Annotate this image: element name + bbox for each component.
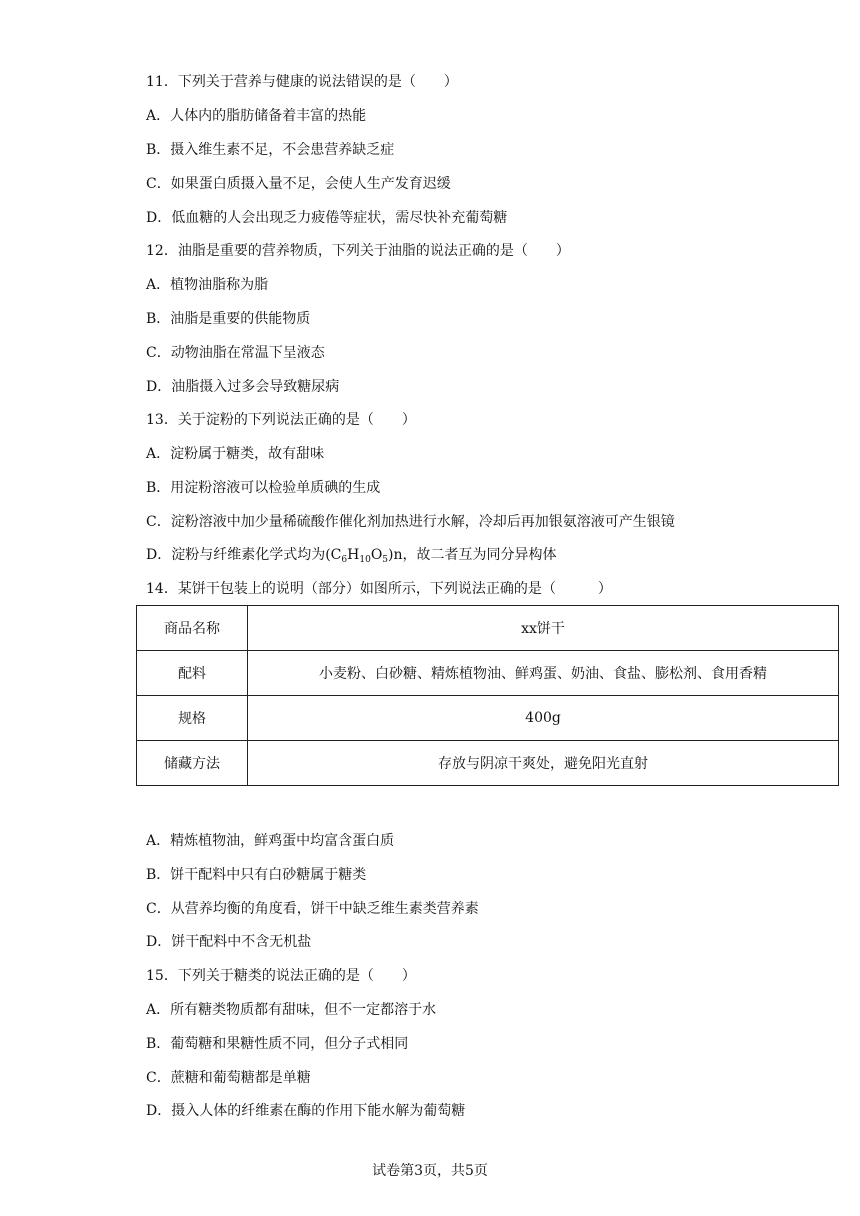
question-15-option-a: A．所有糖类物质都有甜味，但不一定都溶于水 [146, 1002, 437, 1018]
question-14-stem: 14．某饼干包装上的说明（部分）如图所示，下列说法正确的是（ ） [146, 581, 612, 597]
question-14-option-a: A．精炼植物油，鲜鸡蛋中均富含蛋白质 [146, 833, 395, 849]
question-13-option-d [146, 545, 557, 565]
page-footer: 试卷第3页，共5页 [372, 1163, 488, 1179]
formula-element-h: H [347, 547, 360, 563]
question-15-option-c: C．蔗糖和葡萄糖都是单糖 [146, 1070, 311, 1086]
table-key-cell: 储藏方法 [137, 741, 248, 786]
question-14-option-c: C．从营养均衡的角度看，饼干中缺乏维生素类营养素 [146, 901, 479, 917]
question-15-option-d: D．摄入人体的纤维素在酶的作用下能水解为葡萄糖 [146, 1103, 466, 1119]
question-12-option-a: A．植物油脂称为脂 [146, 277, 269, 293]
question-11-stem: 11．下列关于营养与健康的说法错误的是（ ） [146, 74, 458, 90]
question-13-option-c: C．淀粉溶液中加少量稀硫酸作催化剂加热进行水解，冷却后再加银氨溶液可产生银镜 [146, 514, 675, 530]
question-11-option-b: B．摄入维生素不足，不会患营养缺乏症 [146, 142, 395, 158]
question-11-option-c: C．如果蛋白质摄入量不足，会使人生产发育迟缓 [146, 176, 451, 192]
biscuit-info-table [136, 605, 839, 786]
question-12-option-d: D．油脂摄入过多会导致糖尿病 [146, 379, 340, 395]
table-key-cell: 规格 [137, 696, 248, 741]
question-15-option-b: B．葡萄糖和果糖性质不同，但分子式相同 [146, 1036, 409, 1052]
question-12-stem: 12．油脂是重要的营养物质，下列关于油脂的说法正确的是（ ） [146, 243, 570, 259]
formula-suffix: )n，故二者互为同分异构体 [388, 547, 557, 563]
table-value-cell: 小麦粉、白砂糖、精炼植物油、鲜鸡蛋、奶油、食盐、膨松剂、食用香精 [248, 651, 839, 696]
question-12-option-b: B．油脂是重要的供能物质 [146, 311, 311, 327]
question-11-option-d: D．低血糖的人会出现乏力疲倦等症状，需尽快补充葡萄糖 [146, 210, 508, 226]
table-value-cell: 存放与阴凉干爽处，避免阳光直射 [248, 741, 839, 786]
question-12-option-c: C．动物油脂在常温下呈液态 [146, 345, 325, 361]
table-key-cell: 配料 [137, 651, 248, 696]
question-15-stem: 15．下列关于糖类的说法正确的是（ ） [146, 968, 416, 984]
table-row [137, 741, 839, 786]
formula-subscript-h: 10 [359, 555, 371, 565]
question-14-option-d: D．饼干配料中不含无机盐 [146, 934, 312, 950]
table-key-cell: 商品名称 [137, 606, 248, 651]
table-row [137, 651, 839, 696]
question-13-option-b: B．用淀粉溶液可以检验单质碘的生成 [146, 480, 381, 496]
formula-element-o: O [370, 547, 383, 563]
table-row [137, 606, 839, 651]
table-value-cell: 400g [248, 696, 839, 741]
formula-prefix: D．淀粉与纤维素化学式均为(C [146, 547, 342, 563]
table-row [137, 696, 839, 741]
question-11-option-a: A．人体内的脂肪储备着丰富的热能 [146, 108, 367, 124]
table-value-cell: xx饼干 [248, 606, 839, 651]
question-13-stem: 13．关于淀粉的下列说法正确的是（ ） [146, 412, 416, 428]
formula-subscript-c: 6 [341, 555, 348, 565]
formula-subscript-o: 5 [382, 555, 389, 565]
question-14-option-b: B．饼干配料中只有白砂糖属于糖类 [146, 867, 367, 883]
question-13-option-a: A．淀粉属于糖类，故有甜味 [146, 446, 325, 462]
